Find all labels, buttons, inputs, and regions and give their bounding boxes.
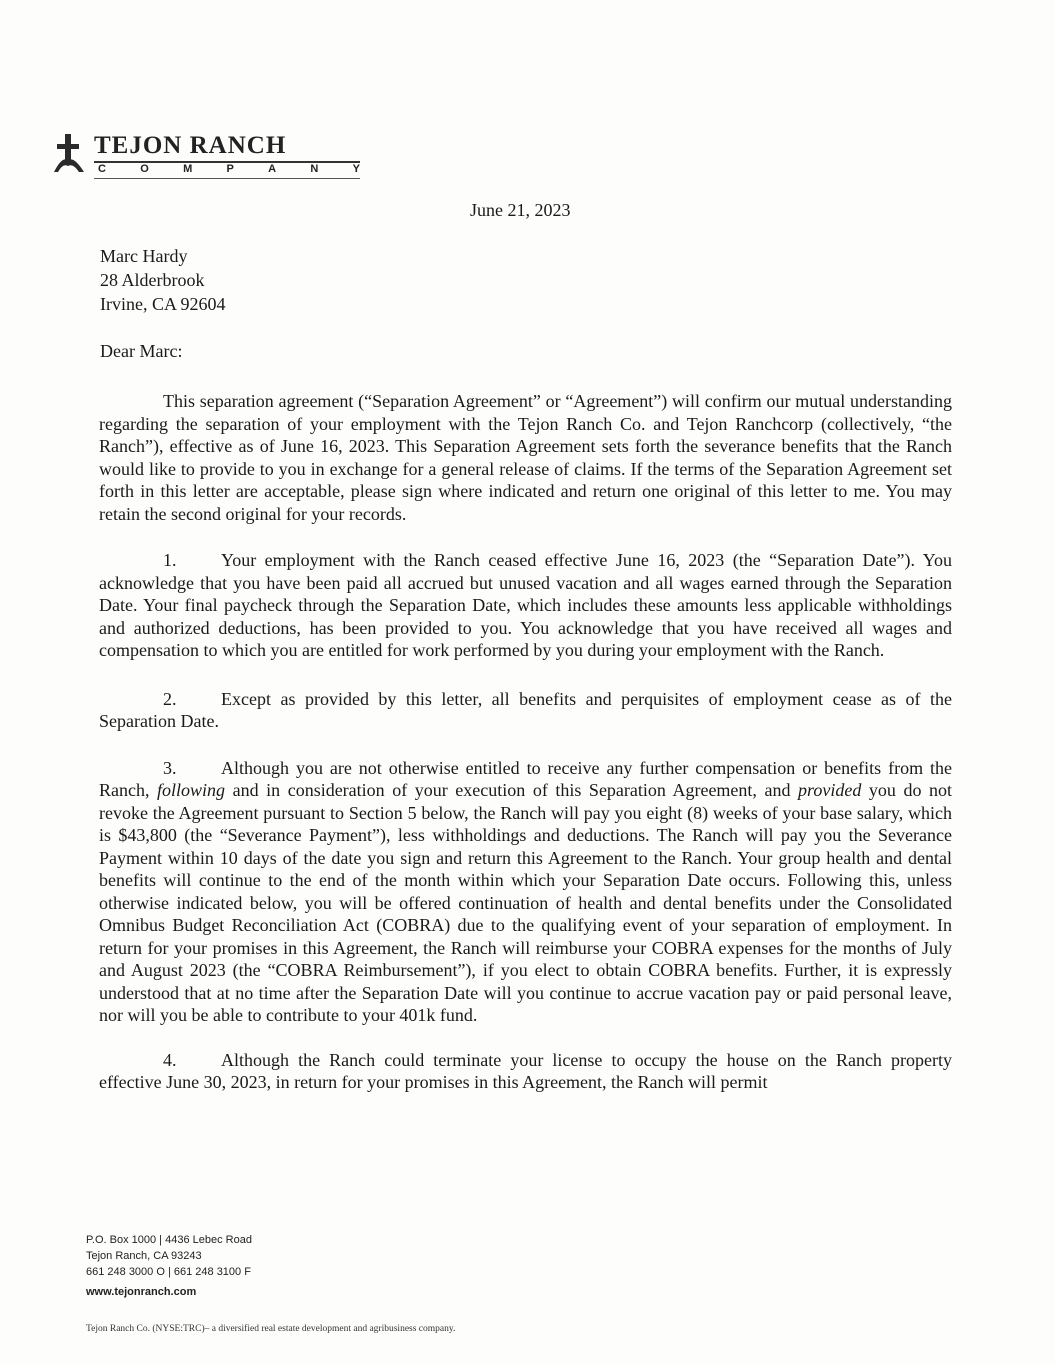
tejon-ranch-logo-mark-icon [52,132,88,176]
recipient-city: Irvine, CA 92604 [100,294,226,314]
paragraph-text: Your employment with the Ranch ceased effective June 16, 2023 (the “Separation Date”). You acknowledge that you have been paid all accrued but unused vacation and all wages earned through the Separation Date. Your final paycheck through the Separation Date, which includes these amounts less applicable withholdings and authorized deductions, has been provided to you. You acknowledge that you have received all wages and compensation to which you are entitled for work performed by you during your employment with the Ranch. [99,550,952,660]
logo-sub-letter: C [98,163,106,175]
footer-phone: 661 248 3000 O | 661 248 3100 F [86,1266,251,1278]
logo-sub-letter: M [183,163,193,175]
paragraph-3 [99,757,952,1027]
paragraph-text: you do not revoke the Agreement pursuant to Section 5 below, the Ranch will pay you eight (8) weeks of your base salary, which is $43,800 (the “Severance Payment”), less withholdings and deductions. The Ranch will pay you the Severance Payment within 10 days of the date you sign and return this Agreement to the Ranch. Your group health and dental benefits will continue to the end of the month within which your Separation Date occurs. Following this, unless otherwise indicated below, you will be offered continuation of health and dental benefits under the Consolidated Omnibus Budget Reconciliation Act (COBRA) due to the qualifying event of your separation of employment. In return for your promises in this Agreement, the Ranch will reimburse your COBRA expenses for the months of July and August 2023 (the “COBRA Reimbursement”), if you elect to obtain COBRA benefits. Further, it is expressly understood that at no time after the Separation Date will you continue to accrue vacation pay or paid personal leave, nor will you be able to contribute to your 401k fund. [99,780,952,1025]
logo-sub-letter: A [268,163,277,175]
logo-sub-letter: N [310,163,319,175]
paragraph-number: 3. [163,757,177,778]
paragraph-number: 4. [163,1049,177,1070]
recipient-street: 28 Alderbrook [100,270,205,290]
logo-sub-letter: P [226,163,234,175]
paragraph-1 [99,549,952,662]
letter-body [99,390,952,1118]
salutation: Dear Marc: [100,341,183,361]
logo-rule-bottom [94,178,360,179]
logo-sub-letter: O [140,163,149,175]
footer-city: Tejon Ranch, CA 93243 [86,1250,202,1262]
logo-sub-letter: Y [352,163,360,175]
logo-company-name: TEJON RANCH [94,132,287,159]
paragraph-2 [99,688,952,733]
letterhead-footer [86,1232,252,1300]
footer-address: P.O. Box 1000 | 4436 Lebec Road [86,1234,252,1246]
paragraph-4 [99,1049,952,1094]
intro-paragraph: This separation agreement (“Separation Agreement” or “Agreement”) will confirm our mutual understanding regarding the separation of your employment with the Tejon Ranch Co. and Tejon Ranchcorp (collectively, “the Ranch”), effective as of June 16, 2023. This Separation Agreement sets forth the severance benefits that the Ranch would like to provide to you in exchange for a general release of claims. If the terms of the Separation Agreement set forth in this letter are acceptable, please sign where indicated and return one original of this letter to me. You may retain the second original for your records. [99,391,952,524]
footer-tagline: Tejon Ranch Co. (NYSE:TRC)– a diversified real estate development and agribusiness company. [86,1324,456,1334]
paragraph-emphasis: following [157,780,226,800]
paragraph-text: and in consideration of your execution of this Separation Agreement, and [225,780,799,800]
footer-website: www.tejonranch.com [86,1286,197,1298]
paragraph-text: Although you are not otherwise entitled to receive any further compensation or benefits from the Ranch, [99,757,952,800]
paragraph-number: 1. [163,550,177,570]
logo-company-sub [98,163,360,175]
paragraph-text: Although the Ranch could terminate your license to occupy the house on the Ranch property effective June 30, 2023, in return for your promises in this Agreement, the Ranch will permit [99,1049,952,1092]
recipient-address [100,244,226,316]
paragraph-number: 2. [163,688,177,709]
letter-date: June 21, 2023 [470,200,571,220]
recipient-name: Marc Hardy [100,246,188,266]
paragraph-emphasis: provided [798,780,862,800]
paragraph-text: Except as provided by this letter, all benefits and perquisites of employment cease as of the Separation Date. [99,688,952,731]
company-logo [52,132,360,188]
